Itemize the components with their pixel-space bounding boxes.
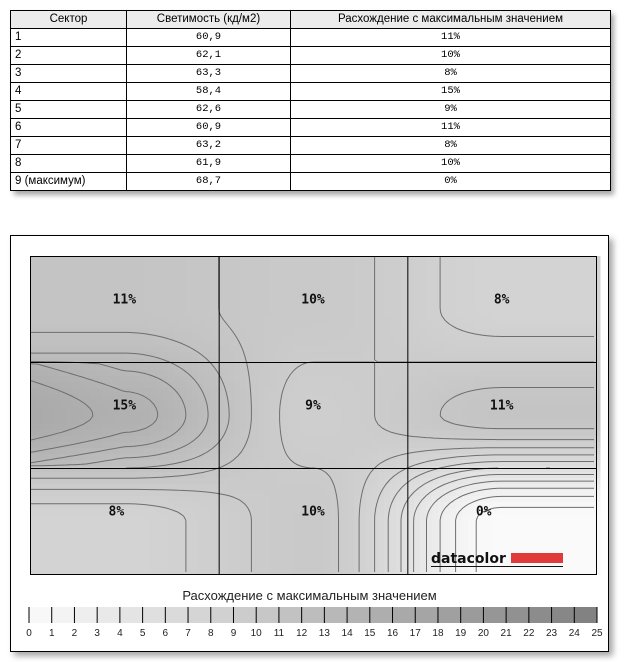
legend-swatch bbox=[233, 607, 256, 623]
sector-label-6: 11% bbox=[489, 398, 514, 414]
legend-tick-label: 1 bbox=[48, 628, 55, 639]
table-row bbox=[11, 29, 611, 47]
cell-sector: 7 bbox=[11, 137, 127, 155]
table-row bbox=[11, 65, 611, 83]
cell-deviation: 10% bbox=[291, 155, 611, 173]
legend-swatch bbox=[347, 607, 370, 623]
cell-sector: 5 bbox=[11, 101, 127, 119]
legend-swatch bbox=[574, 607, 597, 623]
table-row bbox=[11, 173, 611, 191]
legend-tick-label: 19 bbox=[455, 628, 467, 639]
table-row bbox=[11, 137, 611, 155]
sector-label-7: 8% bbox=[108, 504, 125, 520]
sector-label-8: 10% bbox=[301, 504, 325, 520]
legend-tick-label: 8 bbox=[207, 628, 214, 639]
legend-swatch bbox=[211, 607, 234, 623]
cell-sector: 2 bbox=[11, 47, 127, 65]
cell-luminance: 60,9 bbox=[127, 119, 291, 137]
cell-luminance: 61,9 bbox=[127, 155, 291, 173]
cell-deviation: 8% bbox=[291, 65, 611, 83]
sector-label-2: 10% bbox=[301, 292, 325, 308]
table-row bbox=[11, 119, 611, 137]
cell-luminance: 63,2 bbox=[127, 137, 291, 155]
uniformity-chart-panel bbox=[10, 235, 609, 652]
sector-label-5: 9% bbox=[305, 398, 321, 414]
legend-swatch bbox=[279, 607, 302, 623]
sector-label-4: 15% bbox=[112, 398, 137, 414]
legend-tick-label: 25 bbox=[591, 628, 603, 639]
cell-luminance: 60,9 bbox=[127, 29, 291, 47]
table-header-row bbox=[11, 11, 611, 29]
legend-swatch bbox=[256, 607, 279, 623]
legend-tick-label: 11 bbox=[273, 628, 285, 639]
cell-deviation: 11% bbox=[291, 119, 611, 137]
cell-sector: 9 (максимум) bbox=[11, 173, 127, 191]
legend-tick-label: 22 bbox=[523, 628, 535, 639]
cell-luminance: 62,6 bbox=[127, 101, 291, 119]
legend-swatch bbox=[29, 607, 52, 623]
cell-sector: 3 bbox=[11, 65, 127, 83]
legend-swatch bbox=[415, 607, 438, 623]
legend-swatch bbox=[506, 607, 529, 623]
cell-deviation: 9% bbox=[291, 101, 611, 119]
legend-tick-label: 6 bbox=[162, 628, 169, 639]
cell-luminance: 58,4 bbox=[127, 83, 291, 101]
header-sector: Сектор bbox=[11, 11, 127, 29]
table-row bbox=[11, 83, 611, 101]
legend-tick-label: 15 bbox=[364, 628, 376, 639]
sector-label-9: 0% bbox=[475, 504, 492, 520]
table-row bbox=[11, 101, 611, 119]
legend-tick-label: 4 bbox=[117, 628, 123, 639]
legend-tick-label: 7 bbox=[185, 628, 191, 639]
legend-swatch bbox=[324, 607, 347, 623]
cell-sector: 6 bbox=[11, 119, 127, 137]
legend-swatch bbox=[97, 607, 120, 623]
legend-tick-label: 12 bbox=[296, 628, 308, 639]
cell-deviation: 11% bbox=[291, 29, 611, 47]
sector-label-3: 8% bbox=[493, 292, 510, 308]
cell-deviation: 15% bbox=[291, 83, 611, 101]
legend-swatch bbox=[393, 607, 416, 623]
legend-tick-label: 5 bbox=[139, 628, 146, 639]
legend-tick-label: 0 bbox=[26, 628, 32, 639]
legend-tick-label: 3 bbox=[94, 628, 100, 639]
legend-tick-label: 2 bbox=[71, 628, 78, 639]
legend-tick-label: 10 bbox=[250, 628, 262, 639]
legend-tick-label: 21 bbox=[500, 628, 512, 639]
luminance-table bbox=[10, 10, 611, 191]
cell-sector: 8 bbox=[11, 155, 127, 173]
table-row bbox=[11, 155, 611, 173]
legend-swatch bbox=[461, 607, 484, 623]
cell-luminance: 62,1 bbox=[127, 47, 291, 65]
header-luminance: Светимость (кд/м2) bbox=[127, 11, 291, 29]
cell-luminance: 68,7 bbox=[127, 173, 291, 191]
legend-swatch bbox=[120, 607, 143, 623]
legend-tick-label: 9 bbox=[230, 628, 237, 639]
legend-swatch bbox=[370, 607, 393, 623]
luminance-table-container bbox=[10, 10, 610, 191]
legend-swatch bbox=[52, 607, 75, 623]
legend-tick-label: 16 bbox=[386, 628, 399, 639]
sector-label-1: 11% bbox=[112, 292, 137, 308]
legend-tick-label: 13 bbox=[318, 628, 330, 639]
legend-swatch bbox=[529, 607, 552, 623]
table-row bbox=[11, 47, 611, 65]
cell-deviation: 8% bbox=[291, 137, 611, 155]
legend-swatch bbox=[188, 607, 211, 623]
cell-sector: 4 bbox=[11, 83, 127, 101]
legend-tick-label: 18 bbox=[432, 628, 444, 639]
logo-accent-bar bbox=[511, 553, 563, 563]
legend-swatch bbox=[302, 607, 325, 623]
cell-deviation: 10% bbox=[291, 47, 611, 65]
legend-swatch bbox=[165, 607, 188, 623]
legend-tick-label: 20 bbox=[477, 628, 489, 639]
header-deviation: Расхождение с максимальным значением bbox=[291, 11, 611, 29]
legend-swatch bbox=[483, 607, 506, 623]
legend-tick-label: 23 bbox=[545, 628, 558, 639]
legend-swatch bbox=[552, 607, 575, 623]
legend-tick-label: 14 bbox=[341, 628, 353, 639]
cell-sector: 1 bbox=[11, 29, 127, 47]
cell-luminance: 63,3 bbox=[127, 65, 291, 83]
legend-swatch bbox=[74, 607, 97, 623]
legend-swatch bbox=[438, 607, 461, 623]
legend-title: Расхождение с максимальным значением bbox=[182, 588, 437, 603]
legend-tick-label: 24 bbox=[568, 628, 580, 639]
logo-text: datacolor bbox=[431, 551, 506, 567]
legend-swatch bbox=[143, 607, 166, 623]
legend-tick-label: 17 bbox=[409, 628, 421, 639]
legend-scale bbox=[26, 607, 603, 639]
cell-deviation: 0% bbox=[291, 173, 611, 191]
